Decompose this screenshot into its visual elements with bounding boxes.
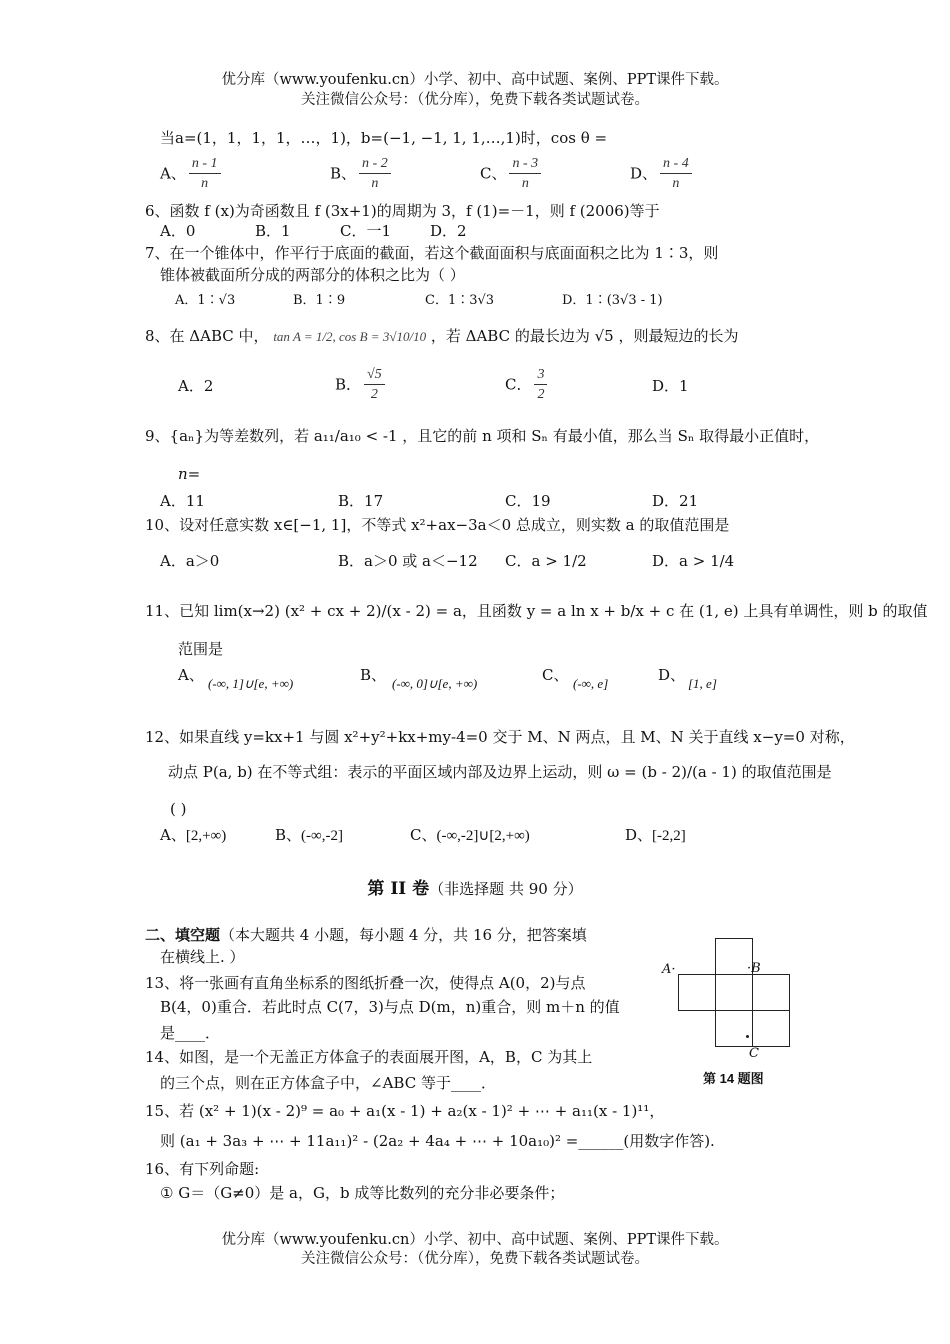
q13-line-1: 13、将一张画有直角坐标系的图纸折叠一次，使得点 A(0，2)与点 xyxy=(145,974,586,992)
q16-line-1: 16、有下列命题: xyxy=(145,1160,260,1178)
q11-option-c-value: (-∞, e] xyxy=(573,676,609,691)
q10-option-a: A．a＞0 xyxy=(160,552,220,570)
q5-option-d: D、 $\frac{n - 4}{n}$ xyxy=(630,155,695,194)
part2-heading: 二、填空题（本大题共 4 小题，每小题 4 分，共 16 分，把答案填 xyxy=(145,926,587,944)
q16-line-2: ① G＝（G≠0）是 a，G，b 成等比数列的充分非必要条件； xyxy=(160,1184,565,1202)
q8-option-c: C． $\frac{3}{2}$ xyxy=(505,366,550,405)
q8-option-a: A．2 xyxy=(178,377,214,395)
q11-option-a-label: A、 xyxy=(178,666,204,684)
q11-stem: 11、已知 lim(x→2) (x² + cx + 2)/(x - 2) = a，且函数 y = a ln x + b/x + c 在 (1, e) 上具有单调性，则 b 的取值 xyxy=(145,602,928,620)
point-a-label: A· xyxy=(662,962,676,977)
q8-option-d: D．1 xyxy=(652,377,689,395)
header-line-2: 关注微信公众号：（优分库），免费下载各类试题试卷。 xyxy=(301,92,649,108)
q10-option-c: C．a > 1/2 xyxy=(505,552,587,570)
q12-stem: 12、如果直线 y=kx+1 与圆 x²+y²+kx+my-4=0 交于 M、N 两点，且 M、N 关于直线 x−y=0 对称， xyxy=(145,728,855,746)
q7-stem-1: 7、在一个锥体中，作平行于底面的截面，若这个截面面积与底面面积之比为 1∶3，则 xyxy=(145,244,719,262)
q15-line-2: 则 (a₁ + 3a₃ + ⋯ + 11a₁₁)² - (2a₂ + 4a₄ + ⋯ + 10a₁₀)² =______(用数字作答). xyxy=(160,1132,715,1150)
q5-option-c: C、 $\frac{n - 3}{n}$ xyxy=(480,155,544,194)
q5-stem: 当a=(1，1，1，1，…，1)，b=(−1, −1, 1, 1,…,1)时，cos θ = xyxy=(160,129,608,147)
q10-option-d: D．a > 1/4 xyxy=(652,552,735,570)
q6-option-b: B．1 xyxy=(255,222,291,240)
q14-line-1: 14、如图，是一个无盖正方体盒子的表面展开图，A，B，C 为其上 xyxy=(145,1048,593,1066)
q11-option-b-value: (-∞, 0]∪[e, +∞) xyxy=(392,676,478,691)
q11-option-d-value: [1, e] xyxy=(688,676,717,691)
net-square xyxy=(715,1010,753,1047)
q10-stem: 10、设对任意实数 x∈[−1, 1]，不等式 x²+ax−3a＜0 总成立，则实数 a 的取值范围是 xyxy=(145,516,730,534)
q12-stem-2: 动点 P(a, b) 在不等式组：表示的平面区域内部及边界上运动，则 ω = (b - 2)/(a - 1) 的取值范围是 xyxy=(168,763,832,781)
q5-option-a: A、 $\frac{n - 1}{n}$ xyxy=(160,155,224,194)
point-b-label: ·B xyxy=(747,961,761,976)
point-c-dot xyxy=(746,1035,749,1038)
q9-option-b: B．17 xyxy=(338,492,384,510)
header-line-1: 优分库（www.youfenku.cn）小学、初中、高中试题、案例、PPT课件下载。 xyxy=(221,72,729,88)
q9-stem: 9、{aₙ}为等差数列，若 a₁₁/a₁₀ < -1 ，且它的前 n 项和 Sₙ 有最小值，那么当 Sₙ 取得最小正值时， xyxy=(145,427,820,445)
q9-stem-2: n= xyxy=(178,465,201,483)
q13-line-3: 是____． xyxy=(160,1024,221,1042)
q8-option-b: B． $\frac{√5}{2}$ xyxy=(335,366,388,405)
q8-stem: 8、在 ΔABC 中， tan A = 1/2, cos B = 3√10/10 ，若 ΔABC 的最长边为 √5 ，则最短边的长为 xyxy=(145,327,739,345)
footer-line-2: 关注微信公众号：（优分库），免费下载各类试题试卷。 xyxy=(301,1251,649,1267)
q8-formula: tan A = 1/2, cos B = 3√10/10 xyxy=(273,329,427,344)
q12-option-d: D、[-2,2] xyxy=(625,826,686,844)
q9-option-c: C．19 xyxy=(505,492,551,510)
q6-option-a: A．0 xyxy=(160,222,196,240)
q9-option-d: D．21 xyxy=(652,492,699,510)
q7-option-d: D．1∶(3√3 - 1) xyxy=(562,293,663,308)
q7-stem-2: 锥体被截面所分成的两部分的体积之比为（ ） xyxy=(160,266,465,284)
q11-stem-2: 范围是 xyxy=(178,640,224,658)
part2-desc-2: 在横线上. ） xyxy=(160,948,245,966)
q13-line-2: B(4，0)重合．若此时点 C(7，3)与点 D(m，n)重合，则 m＋n 的值 xyxy=(160,998,620,1016)
q7-option-b: B．1∶9 xyxy=(293,293,346,308)
q6-stem: 6、函数 f (x)为奇函数且 f (3x+1)的周期为 3，f (1)=－1，则 f (2006)等于 xyxy=(145,202,660,220)
q10-option-b: B．a＞0 或 a＜−12 xyxy=(338,552,478,570)
q14-line-2: 的三个点，则在正方体盒子中，∠ABC 等于____． xyxy=(160,1074,496,1092)
q11-option-b-label: B、 xyxy=(360,666,387,684)
point-c-label: C xyxy=(749,1046,759,1061)
net-square xyxy=(678,974,716,1011)
q11-option-c-label: C、 xyxy=(542,666,569,684)
q12-option-a: A、[2,+∞) xyxy=(160,826,227,844)
q11-option-d-label: D、 xyxy=(658,666,686,684)
net-square xyxy=(752,1010,790,1047)
q7-option-a: A．1∶√3 xyxy=(175,293,236,308)
q12-option-c: C、(-∞,-2]∪[2,+∞) xyxy=(410,826,530,844)
net-square xyxy=(715,974,753,1011)
q12-option-b: B、(-∞,-2] xyxy=(275,826,343,844)
q6-option-c: C．一1 xyxy=(340,222,392,240)
net-square xyxy=(752,974,790,1011)
q7-option-c: C．1∶3√3 xyxy=(425,293,495,308)
q5-option-b: B、 $\frac{n - 2}{n}$ xyxy=(330,155,394,194)
q15-line-1: 15、若 (x² + 1)(x - 2)⁹ = a₀ + a₁(x - 1) + a₂(x - 1)² + ⋯ + a₁₁(x - 1)¹¹， xyxy=(145,1102,665,1120)
q9-option-a: A．11 xyxy=(160,492,205,510)
footer-line-1: 优分库（www.youfenku.cn）小学、初中、高中试题、案例、PPT课件下载。 xyxy=(221,1232,729,1248)
figure-caption: 第 14 题图 xyxy=(703,1071,764,1086)
q6-option-d: D．2 xyxy=(430,222,467,240)
q12-paren: ( ) xyxy=(170,800,187,818)
q11-option-a-value: (-∞, 1]∪[e, +∞) xyxy=(208,676,294,691)
section-2-heading: 第 II 卷（非选择题 共 90 分） xyxy=(367,879,583,899)
